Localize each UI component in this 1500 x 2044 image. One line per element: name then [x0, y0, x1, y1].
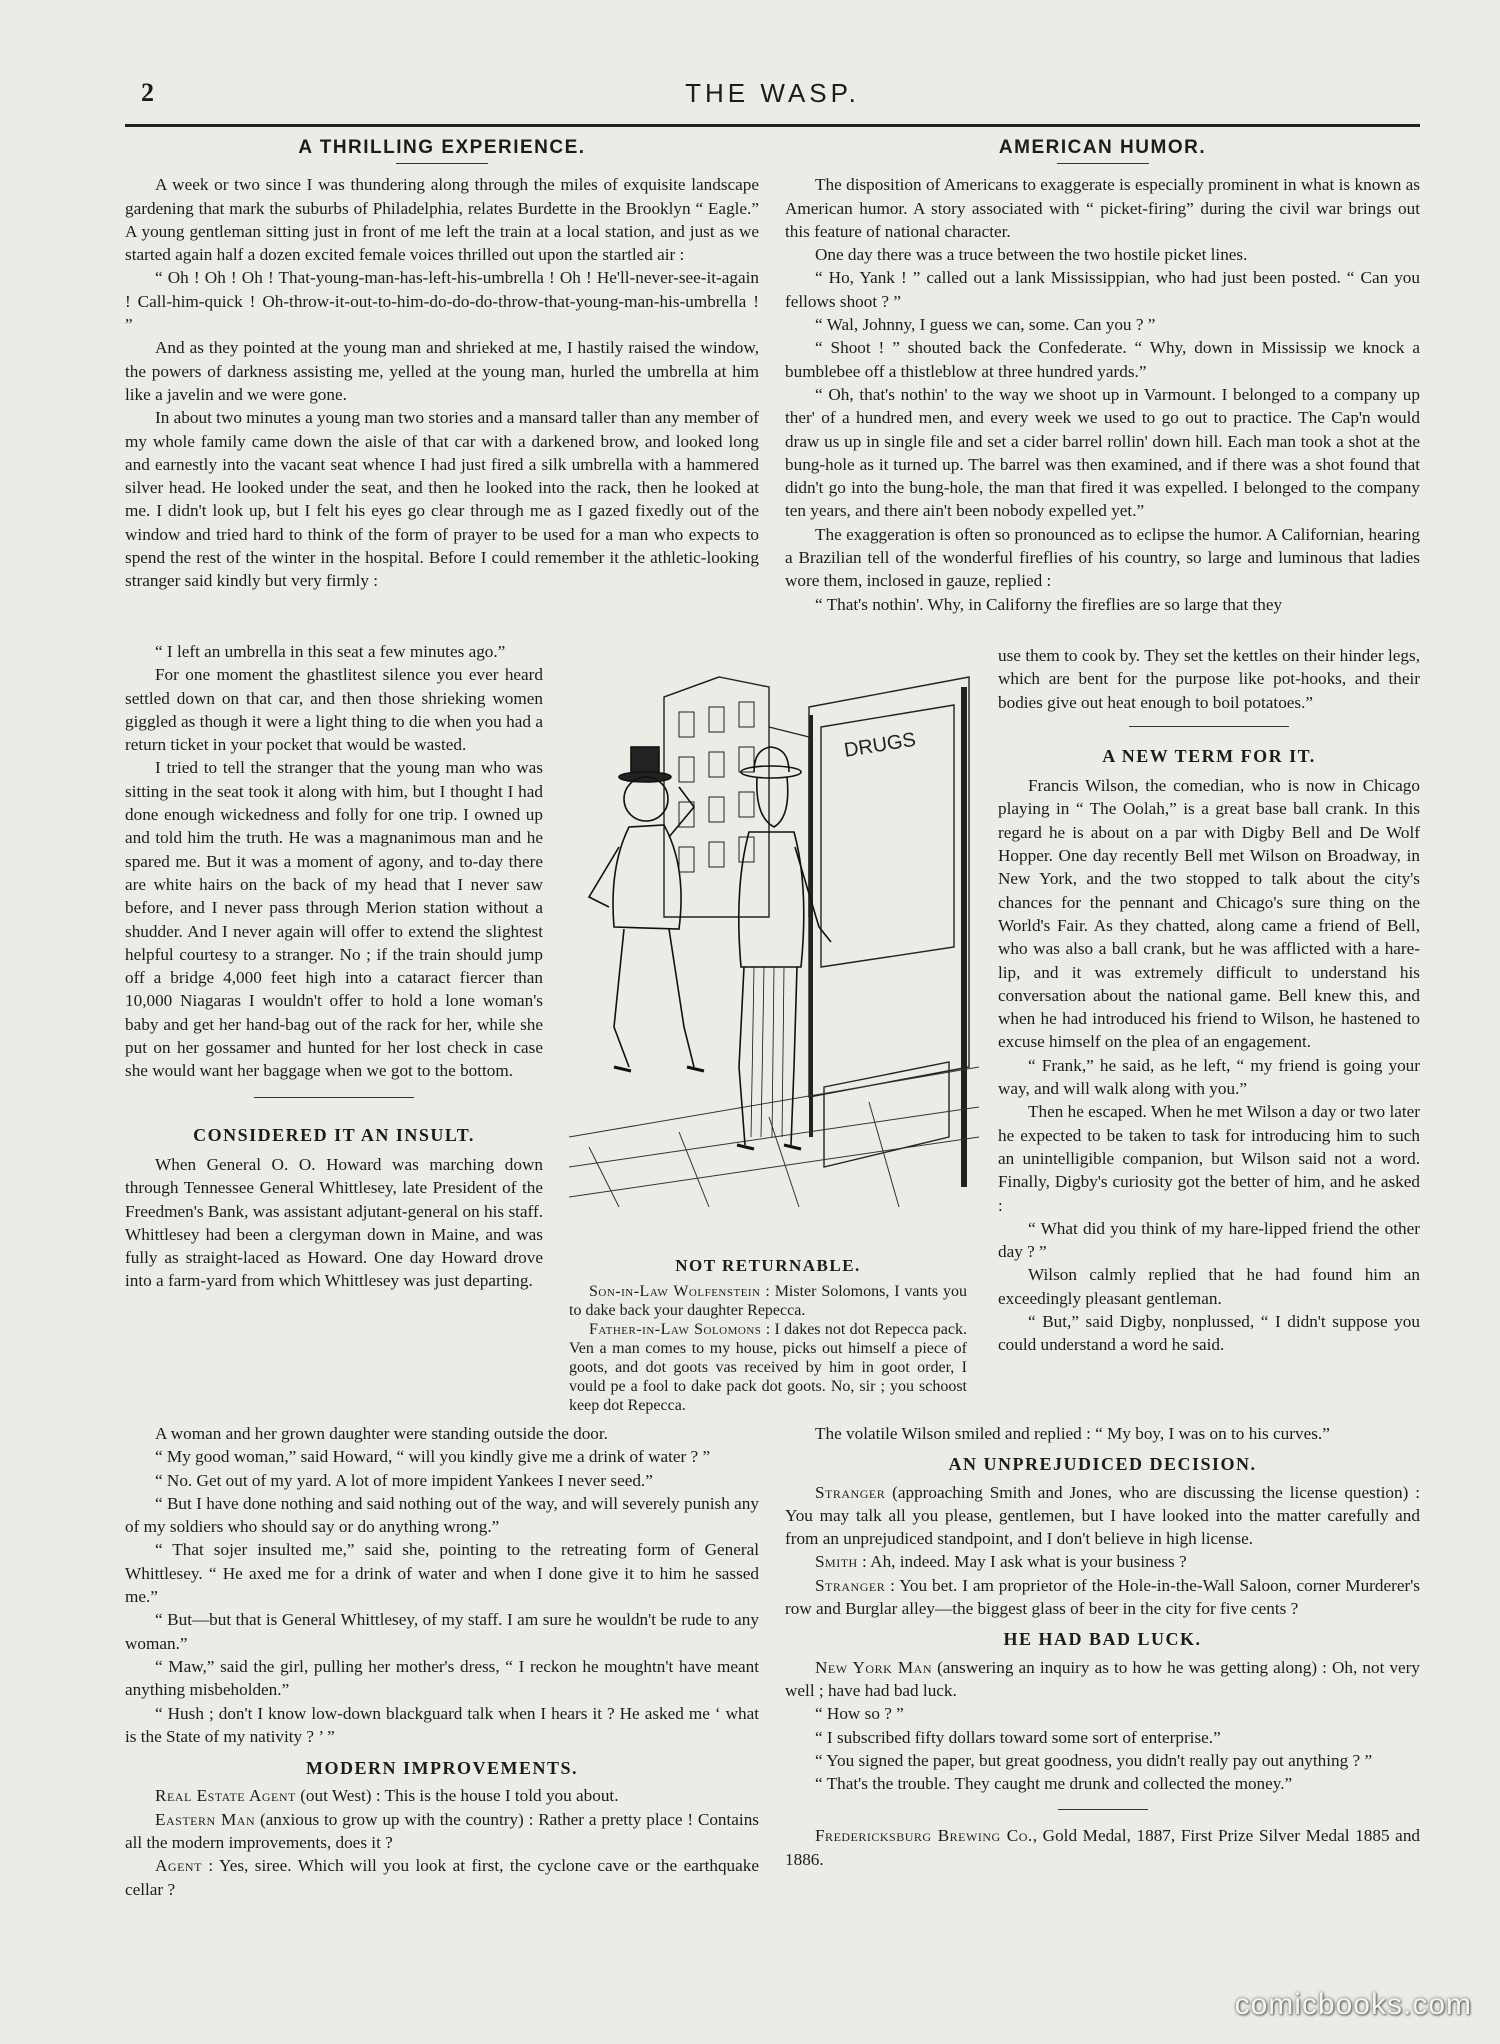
paragraph: “ That sojer insulted me,” said she, pointing to the retreating form of General Whittlesey. “ He axed me for a drink of water and when I done give it to him he sassed me.”: [125, 1540, 759, 1607]
paragraph: “ But—but that is General Whittlesey, of my staff. I am sure he wouldn't be rude to any woman.”: [125, 1610, 759, 1653]
paragraph: The exaggeration is often so pronounced as to eclipse the humor. A Californian, hearing a Brazilian tell of the wonderful fireflies of his country, so large and luminous that ladies wore them, inclosed in gauze, replied :: [785, 524, 1420, 591]
paragraph: For one moment the ghastlitest silence you ever heard settled down on that car, and then those shrieking women giggled as though it were a light thing to die when you had a return ticket in your pocket that would be wasted.: [125, 665, 543, 755]
article-american-humor: [785, 136, 1420, 616]
site-watermark: comicbooks.com: [1234, 1988, 1472, 2021]
paragraph: Francis Wilson, the comedian, who is now in Chicago playing in “ The Oolah,” is a great base ball crank. In this regard he is about on a par with Digby Bell and De Wolf Hopper. One day recently Bell met Wilson on Broadway, in New York, and the two stopped to talk about the city's chances for the pennant and Chicago's sure thing on the World's Fair. As they chatted, along came a friend of Bell, who was also a ball crank, but he was afflicted with a hare-lip, and it was extremely difficult to understand his conversation about the national game. Bell knew this, and when he had introduced his friend to Wilson, he hastened to excuse himself on the plea of an engagement.: [998, 776, 1420, 1052]
paragraph: “ Oh ! Oh ! Oh ! That-young-man-has-left-his-umbrella ! Oh ! He'll-never-see-it-again ! Call-him-quick ! Oh-throw-it-out-to-him-do-do-do-throw-that-young-man-his-umbrella ! ”: [125, 268, 759, 335]
advert-text: , Gold Medal, 1887, First Prize Silver Medal 1885 and 1886.: [785, 1826, 1421, 1869]
paragraph: “ Wal, Johnny, I guess we can, some. Can you ? ”: [815, 315, 1156, 335]
paragraph: When General O. O. Howard was marching down through Tennessee General Whittlesey, late President of the Freedmen's Bank, was assistant adjutant-general on his staff. Whittlesey had been a clergyman down in Maine, and was fully as straight-laced as Howard. One day Howard drove into a farm-yard from which Whittlesey was just departing.: [125, 1154, 543, 1291]
dialogue-line: [785, 1550, 1420, 1573]
paragraph: “ Ho, Yank ! ” called out a lank Mississippian, who had just been posted. “ Can you fellows shoot ? ”: [785, 268, 1420, 311]
article-heading-new-term: A NEW TERM FOR IT.: [1102, 745, 1316, 766]
paragraph: “ I subscribed fifty dollars toward some sort of enterprise.”: [815, 1727, 1221, 1747]
section-rule: [254, 1097, 414, 1098]
article-heading: AMERICAN HUMOR.: [998, 137, 1207, 158]
line-text: : Ah, indeed. May I ask what is your business ?: [857, 1552, 1187, 1572]
article-heading-unprejudiced: AN UNPREJUDICED DECISION.: [948, 1454, 1257, 1475]
line-text: (approaching Smith and Jones, who are discussing the license question) : You may talk all you please, gentlemen, but I have looked into the matter carefully and from an unprejudiced standpoint, and I don't believe in high license.: [785, 1482, 1420, 1549]
paragraph: “ My good woman,” said Howard, “ will you kindly give me a drink of water ? ”: [155, 1447, 711, 1467]
paragraph: “ That's nothin'. Why, in Californy the fireflies are so large that they: [815, 594, 1283, 614]
dialogue-line: [125, 1784, 759, 1807]
article-right-bottom: [785, 1422, 1420, 1871]
paragraph: “ Maw,” said the girl, pulling her mother's dress, “ I reckon he moughtn't have meant anything misbeholden.”: [125, 1656, 759, 1700]
dialogue-line: [785, 1574, 1420, 1621]
line-text: : I dakes not dot Repecca pack. Ven a man comes to my house, picks out himself a piece of goots, and dot goots vas received by him in goot order, I vould pe a fool to dake pack dot goots. No, sir ; you schoost keep dot Repecca.: [569, 1321, 967, 1414]
paragraph: In about two minutes a young man two stories and a mansard taller than any member of my whole family came down the aisle of that car with a darkened brow, and looked long and earnestly into the vacant seat whence I had just fired a silk umbrella with a hammered silver head. He looked under the seat, and then he looked into the rack, then he looked at me. I didn't look up, but I felt his eyes go clear through me as I gazed fixedly out of the window and tried hard to think of the form of prayer to be used for a man who expects to spend the rest of the winter in the hospital. Before I could remember it the athletic-looking stranger said kindly but very firmly :: [125, 408, 759, 591]
speaker: Stranger: [815, 1482, 886, 1502]
speaker: Father-in-Law Solomons: [589, 1321, 762, 1338]
paragraph: “ Shoot ! ” shouted back the Confederate. “ Why, down in Mississip we knock a bumblebee off a thistleblow at three hundred yards.”: [785, 338, 1420, 381]
article-considered-insult-cont: [125, 1422, 759, 1901]
article-new-term: [998, 644, 1420, 1357]
speaker: Son-in-Law Wolfenstein: [589, 1283, 761, 1300]
paragraph: use them to cook by. They set the kettles on their hinder legs, which are bent for the purpose like pot-hooks, and their bodies give out heat enough to boil potatoes.”: [998, 646, 1420, 712]
paragraph: Wilson calmly replied that he had found him an exceedingly pleasant gentleman.: [998, 1265, 1420, 1308]
line-text: (answering an inquiry as to how he was getting along) : Oh, not very well ; have had bad luck.: [785, 1657, 1420, 1700]
line-text: : You bet. I am proprietor of the Hole-in-the-Wall Saloon, corner Murderer's row and Burglar alley—the biggest glass of beer in the city for five cents ?: [785, 1575, 1420, 1619]
publication-title: THE WASP.: [685, 78, 860, 108]
speaker: New York Man: [815, 1657, 932, 1677]
heading-rule: [1057, 163, 1149, 164]
paragraph: One day there was a truce between the two hostile picket lines.: [815, 245, 1248, 265]
dialogue-line: [569, 1320, 967, 1415]
cartoon-caption: [569, 1256, 967, 1415]
speaker: Agent: [155, 1856, 202, 1876]
advert-company: Fredericksburg Brewing Co.: [815, 1826, 1033, 1846]
paragraph: A week or two since I was thundering along through the miles of exquisite landscape gardening that mark the suburbs of Philadelphia, relates Burdette in the Brooklyn “ Eagle.” A young gentleman sitting just in front of me left the train at a local station, and just as we started again half a dozen excited female voices thrilled out upon the startled air :: [125, 175, 759, 265]
paragraph: “ Frank,” he said, as he left, “ my friend is going your way, and will walk along with you.”: [998, 1055, 1420, 1099]
article-heading-bad-luck: HE HAD BAD LUCK.: [1003, 1629, 1202, 1650]
article-heading: A THRILLING EXPERIENCE.: [298, 137, 586, 158]
article-heading-improvements: MODERN IMPROVEMENTS.: [306, 1758, 578, 1779]
dialogue-line: [569, 1282, 967, 1320]
paragraph: “ But I have done nothing and said nothing out of the way, and will severely punish any of my soldiers who should say or do anything wrong.”: [125, 1493, 759, 1537]
line-text: : Yes, siree. Which will you look at first, the cyclone cave or the earthquake cellar ?: [125, 1856, 759, 1899]
section-rule: [1058, 1809, 1148, 1810]
line-text: (anxious to grow up with the country) : Rather a pretty place ! Contains all the modern improvements, does it ?: [125, 1809, 759, 1853]
paragraph: “ But,” said Digby, nonplussed, “ I didn't suppose you could understand a word he said.: [998, 1312, 1420, 1355]
paragraph: The volatile Wilson smiled and replied : “ My boy, I was on to his curves.”: [815, 1424, 1330, 1443]
cartoon-illustration: [569, 667, 979, 1215]
paragraph: “ Oh, that's nothin' to the way we shoot up in Varmount. I belonged to a company up ther' of a hundred men, and every week we used to go out to practice. The Cap'n would draw us up in single file and set a cider barrel rollin' down hill. Each man took a shot at the bung-hole as it turned up. The barrel was then examined, and if there was a shot found that didn't go into the bung-hole, the man that fired it was expelled. I belonged to the company ten years, and there ain't been nobody expelled yet.”: [785, 384, 1420, 521]
paragraph: I tried to tell the stranger that the young man who was sitting in the seat took it along with him, but I thought I had done enough wickedness and folly for one trip. I owned up and told him the truth. He was a magnanimous man and he spared me. But it was a moment of agony, and to-day there are white hairs on the back of my head that I never saw before, and I never pass through Merion station without a shudder. And I never again will offer to extend the slightest helpful courtesy to a stranger. No ; if the train should jump off a bridge 4,000 feet high into a cataract fiercer than 10,000 Niagaras I wouldn't offer to hold a lone woman's baby and get her hand-bag out of the rack for her, while she put on her gossamer and hunted for her lost check in case she would want her baggage when we got to the bottom.: [125, 758, 543, 1081]
paragraph: “ No. Get out of my yard. A lot of more impident Yankees I never seed.”: [155, 1470, 653, 1490]
drugs-sign: DRUGS: [842, 728, 918, 762]
paragraph: Then he escaped. When he met Wilson a day or two later he expected to be taken to task for introducing him to such an unintelligible companion, but Wilson said not a word. Finally, Digby's curiosity got the better of him, and he asked :: [998, 1102, 1420, 1215]
masthead: [125, 78, 1420, 118]
cartoon-heading: NOT RETURNABLE.: [675, 1256, 861, 1275]
dialogue-line: [125, 1854, 759, 1901]
heading-rule: [396, 163, 488, 164]
page-number: 2: [141, 78, 154, 107]
section-rule: [1129, 726, 1289, 727]
dialogue-line: [785, 1656, 1420, 1703]
line-text: (out West) : This is the house I told you about.: [295, 1786, 619, 1806]
article-thrilling-experience: [125, 136, 759, 593]
paragraph: And as they pointed at the young man and shrieked at me, I hastily raised the window, the powers of darkness assisting me, yelled at the young man, hurled the umbrella at him like a javelin and we were gone.: [125, 338, 759, 404]
article-thrilling-experience-cont: [125, 640, 543, 1293]
dialogue-line: [125, 1808, 759, 1855]
paragraph: “ You signed the paper, but great goodness, you didn't really pay out anything ? ”: [815, 1750, 1373, 1770]
masthead-rule: [125, 124, 1420, 127]
speaker: Stranger: [815, 1575, 886, 1595]
article-heading-insult: CONSIDERED IT AN INSULT.: [193, 1124, 475, 1145]
speaker: Smith: [815, 1552, 858, 1572]
paragraph: A woman and her grown daughter were standing outside the door.: [155, 1424, 608, 1443]
speaker: Eastern Man: [155, 1809, 256, 1829]
paragraph: The disposition of Americans to exaggerate is especially prominent in what is known as American humor. A story associated with “ picket-firing” during the civil war brings out this feature of national character.: [785, 175, 1420, 241]
dialogue-line: [785, 1481, 1420, 1551]
advertisement: [785, 1824, 1420, 1871]
speaker: Real Estate Agent: [155, 1786, 296, 1806]
paragraph: “ How so ? ”: [815, 1704, 904, 1724]
paragraph: “ What did you think of my hare-lipped friend the other day ? ”: [998, 1218, 1420, 1262]
line-text: : Mister Solomons, I vants you to dake back your daughter Repecca.: [569, 1283, 967, 1319]
paragraph: “ Hush ; don't I know low-down blackguard talk when I hears it ? He asked me ‘ what is the State of my nativity ? ’ ”: [125, 1703, 759, 1746]
paragraph: “ That's the trouble. They caught me drunk and collected the money.”: [815, 1774, 1293, 1794]
paragraph: “ I left an umbrella in this seat a few minutes ago.”: [155, 642, 506, 661]
